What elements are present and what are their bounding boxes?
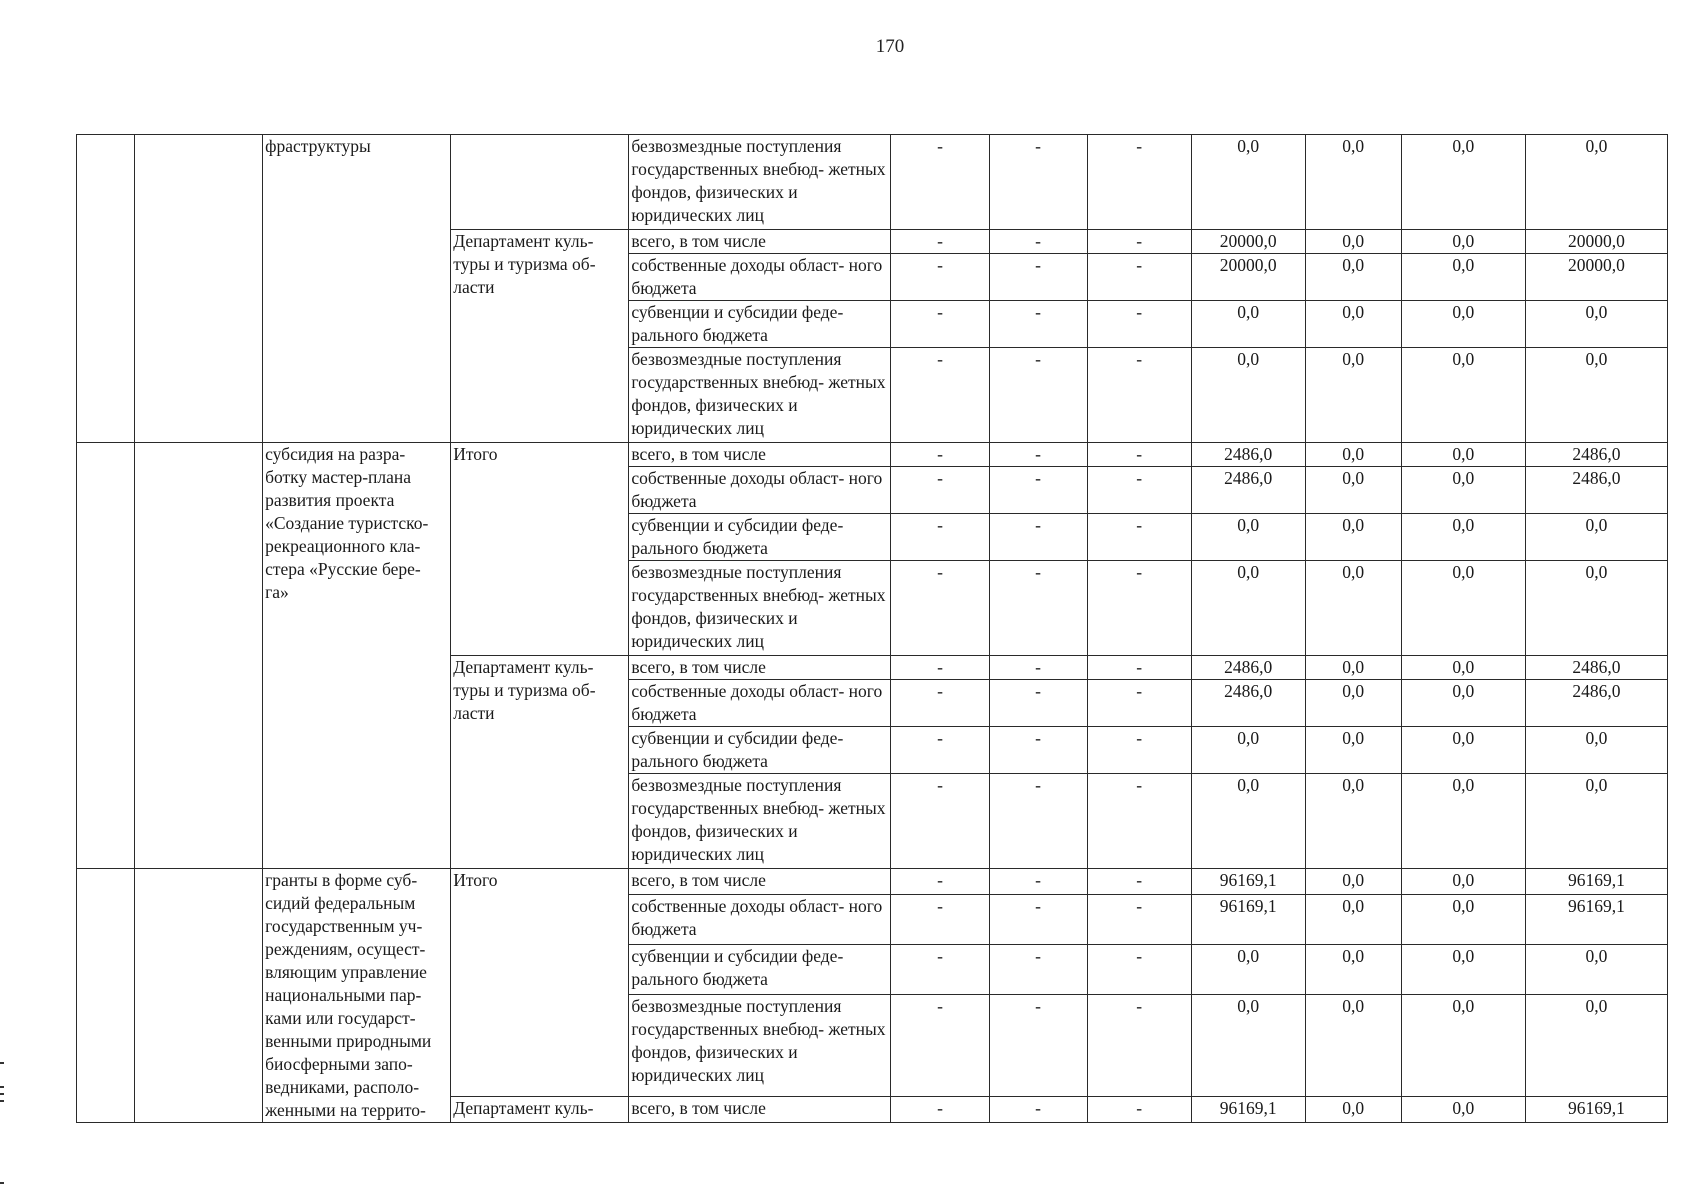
dash-cell: -	[989, 467, 1087, 514]
table-row	[77, 443, 1668, 467]
amount-total-cell: 0,0	[1191, 514, 1305, 561]
code-cell	[135, 443, 263, 869]
amount-year3-cell: 96169,1	[1525, 1097, 1667, 1123]
amount-federal-cell: 0,0	[1305, 135, 1401, 230]
amount-year3-cell: 0,0	[1525, 561, 1667, 656]
margin-mark	[0, 1100, 4, 1102]
executor-cell: Департамент куль- туры и туризма об- ласти	[451, 230, 629, 443]
dash-cell: -	[1087, 135, 1191, 230]
amount-federal-cell: 0,0	[1305, 1097, 1401, 1123]
funding-source-cell: собственные доходы област- ного бюджета	[629, 467, 891, 514]
amount-total-cell: 96169,1	[1191, 869, 1305, 895]
measure-name-cell: фраструктуры	[263, 135, 451, 443]
funding-source-cell: субвенции и субсидии феде- рального бюджета	[629, 945, 891, 995]
margin-mark	[0, 1182, 4, 1184]
amount-year2-cell: 0,0	[1401, 230, 1525, 254]
amount-year3-cell: 0,0	[1525, 348, 1667, 443]
funding-source-cell: всего, в том числе	[629, 230, 891, 254]
funding-source-cell: собственные доходы област- ного бюджета	[629, 894, 891, 944]
amount-total-cell: 96169,1	[1191, 1097, 1305, 1123]
dash-cell: -	[891, 561, 989, 656]
dash-cell: -	[891, 1097, 989, 1123]
amount-total-cell: 0,0	[1191, 995, 1305, 1097]
amount-federal-cell: 0,0	[1305, 774, 1401, 869]
dash-cell: -	[989, 1097, 1087, 1123]
amount-federal-cell: 0,0	[1305, 467, 1401, 514]
dash-cell: -	[989, 254, 1087, 301]
dash-cell: -	[1087, 727, 1191, 774]
dash-cell: -	[891, 656, 989, 680]
funding-source-cell: безвозмездные поступления государственных внебюд- жетных фондов, физических и юридических лиц	[629, 561, 891, 656]
amount-federal-cell: 0,0	[1305, 727, 1401, 774]
funding-source-cell: безвозмездные поступления государственных внебюд- жетных фондов, физических и юридических лиц	[629, 348, 891, 443]
dash-cell: -	[891, 467, 989, 514]
dash-cell: -	[891, 254, 989, 301]
amount-year2-cell: 0,0	[1401, 894, 1525, 944]
amount-year3-cell: 2486,0	[1525, 443, 1667, 467]
amount-year2-cell: 0,0	[1401, 514, 1525, 561]
table-row	[77, 869, 1668, 895]
amount-federal-cell: 0,0	[1305, 443, 1401, 467]
amount-year2-cell: 0,0	[1401, 301, 1525, 348]
number-cell	[77, 869, 135, 1123]
dash-cell: -	[891, 869, 989, 895]
amount-total-cell: 0,0	[1191, 301, 1305, 348]
executor-cell	[451, 135, 629, 230]
funding-source-cell: собственные доходы област- ного бюджета	[629, 254, 891, 301]
funding-source-cell: всего, в том числе	[629, 869, 891, 895]
measure-name-cell: субсидия на разра- ботку мастер-плана развития проекта «Создание туристско- рекреационного кла- стера «Русские бере- га»	[263, 443, 451, 869]
funding-source-cell: всего, в том числе	[629, 1097, 891, 1123]
amount-year3-cell: 0,0	[1525, 727, 1667, 774]
dash-cell: -	[1087, 514, 1191, 561]
dash-cell: -	[1087, 774, 1191, 869]
amount-year2-cell: 0,0	[1401, 774, 1525, 869]
amount-federal-cell: 0,0	[1305, 995, 1401, 1097]
amount-federal-cell: 0,0	[1305, 514, 1401, 561]
funding-source-cell: субвенции и субсидии феде- рального бюджета	[629, 727, 891, 774]
dash-cell: -	[891, 443, 989, 467]
dash-cell: -	[1087, 1097, 1191, 1123]
dash-cell: -	[989, 995, 1087, 1097]
amount-total-cell: 2486,0	[1191, 680, 1305, 727]
amount-year3-cell: 0,0	[1525, 301, 1667, 348]
amount-year2-cell: 0,0	[1401, 135, 1525, 230]
dash-cell: -	[1087, 443, 1191, 467]
dash-cell: -	[989, 680, 1087, 727]
dash-cell: -	[989, 774, 1087, 869]
dash-cell: -	[989, 301, 1087, 348]
amount-total-cell: 0,0	[1191, 727, 1305, 774]
amount-year3-cell: 0,0	[1525, 514, 1667, 561]
amount-year3-cell: 0,0	[1525, 135, 1667, 230]
table-row	[77, 135, 1668, 230]
dash-cell: -	[989, 656, 1087, 680]
amount-federal-cell: 0,0	[1305, 656, 1401, 680]
dash-cell: -	[1087, 680, 1191, 727]
amount-total-cell: 0,0	[1191, 561, 1305, 656]
number-cell	[77, 135, 135, 443]
amount-total-cell: 96169,1	[1191, 894, 1305, 944]
amount-total-cell: 2486,0	[1191, 443, 1305, 467]
executor-cell: Итого	[451, 443, 629, 656]
amount-year2-cell: 0,0	[1401, 680, 1525, 727]
amount-year2-cell: 0,0	[1401, 727, 1525, 774]
amount-year3-cell: 20000,0	[1525, 230, 1667, 254]
amount-year3-cell: 2486,0	[1525, 656, 1667, 680]
dash-cell: -	[989, 945, 1087, 995]
dash-cell: -	[989, 348, 1087, 443]
amount-year2-cell: 0,0	[1401, 443, 1525, 467]
dash-cell: -	[989, 894, 1087, 944]
amount-year3-cell: 96169,1	[1525, 894, 1667, 944]
funding-source-cell: субвенции и субсидии феде- рального бюджета	[629, 514, 891, 561]
amount-year3-cell: 0,0	[1525, 995, 1667, 1097]
funding-source-cell: собственные доходы област- ного бюджета	[629, 680, 891, 727]
dash-cell: -	[891, 680, 989, 727]
amount-year3-cell: 20000,0	[1525, 254, 1667, 301]
dash-cell: -	[891, 894, 989, 944]
dash-cell: -	[891, 230, 989, 254]
dash-cell: -	[891, 727, 989, 774]
dash-cell: -	[1087, 894, 1191, 944]
funding-source-cell: безвозмездные поступления государственных внебюд- жетных фондов, физических и юридических лиц	[629, 135, 891, 230]
page-number: 170	[875, 36, 905, 57]
amount-total-cell: 0,0	[1191, 348, 1305, 443]
amount-federal-cell: 0,0	[1305, 254, 1401, 301]
dash-cell: -	[1087, 945, 1191, 995]
amount-federal-cell: 0,0	[1305, 869, 1401, 895]
executor-cell: Итого	[451, 869, 629, 1097]
amount-total-cell: 2486,0	[1191, 467, 1305, 514]
dash-cell: -	[891, 945, 989, 995]
budget-table	[76, 134, 1668, 1123]
code-cell	[135, 869, 263, 1123]
budget-table-body	[77, 135, 1668, 1123]
number-cell	[77, 443, 135, 869]
amount-total-cell: 20000,0	[1191, 254, 1305, 301]
dash-cell: -	[891, 348, 989, 443]
amount-federal-cell: 0,0	[1305, 561, 1401, 656]
amount-year2-cell: 0,0	[1401, 467, 1525, 514]
funding-source-cell: всего, в том числе	[629, 656, 891, 680]
amount-year2-cell: 0,0	[1401, 348, 1525, 443]
funding-source-cell: субвенции и субсидии феде- рального бюджета	[629, 301, 891, 348]
amount-total-cell: 20000,0	[1191, 230, 1305, 254]
amount-federal-cell: 0,0	[1305, 680, 1401, 727]
executor-cell: Департамент куль- туры и туризма об- ласти	[451, 656, 629, 869]
amount-year3-cell: 2486,0	[1525, 467, 1667, 514]
dash-cell: -	[1087, 995, 1191, 1097]
amount-year3-cell: 0,0	[1525, 945, 1667, 995]
funding-source-cell: безвозмездные поступления государственных внебюд- жетных фондов, физических и юридических лиц	[629, 995, 891, 1097]
dash-cell: -	[989, 727, 1087, 774]
amount-federal-cell: 0,0	[1305, 301, 1401, 348]
amount-total-cell: 0,0	[1191, 135, 1305, 230]
dash-cell: -	[891, 135, 989, 230]
amount-total-cell: 0,0	[1191, 774, 1305, 869]
amount-year2-cell: 0,0	[1401, 995, 1525, 1097]
amount-total-cell: 2486,0	[1191, 656, 1305, 680]
funding-source-cell: всего, в том числе	[629, 443, 891, 467]
dash-cell: -	[989, 443, 1087, 467]
dash-cell: -	[891, 514, 989, 561]
amount-year2-cell: 0,0	[1401, 945, 1525, 995]
amount-year3-cell: 2486,0	[1525, 680, 1667, 727]
amount-federal-cell: 0,0	[1305, 348, 1401, 443]
dash-cell: -	[891, 774, 989, 869]
amount-year2-cell: 0,0	[1401, 1097, 1525, 1123]
dash-cell: -	[989, 869, 1087, 895]
amount-federal-cell: 0,0	[1305, 230, 1401, 254]
dash-cell: -	[1087, 230, 1191, 254]
amount-year2-cell: 0,0	[1401, 656, 1525, 680]
executor-cell: Департамент куль-	[451, 1097, 629, 1123]
amount-federal-cell: 0,0	[1305, 894, 1401, 944]
code-cell	[135, 135, 263, 443]
measure-name-cell: гранты в форме суб- сидий федеральным государственным уч- реждениям, осущест- вляющим управление национальными пар- ками или государст- венными природными биосферными запо- ведниками, располо- женными на террито-	[263, 869, 451, 1123]
amount-year2-cell: 0,0	[1401, 254, 1525, 301]
amount-year3-cell: 96169,1	[1525, 869, 1667, 895]
dash-cell: -	[989, 230, 1087, 254]
dash-cell: -	[1087, 656, 1191, 680]
dash-cell: -	[1087, 348, 1191, 443]
dash-cell: -	[989, 561, 1087, 656]
amount-year2-cell: 0,0	[1401, 869, 1525, 895]
funding-source-cell: безвозмездные поступления государственных внебюд- жетных фондов, физических и юридических лиц	[629, 774, 891, 869]
dash-cell: -	[1087, 467, 1191, 514]
amount-total-cell: 0,0	[1191, 945, 1305, 995]
amount-year3-cell: 0,0	[1525, 774, 1667, 869]
amount-federal-cell: 0,0	[1305, 945, 1401, 995]
dash-cell: -	[1087, 254, 1191, 301]
margin-mark	[0, 1093, 4, 1095]
dash-cell: -	[1087, 869, 1191, 895]
dash-cell: -	[1087, 301, 1191, 348]
margin-mark	[0, 1062, 4, 1064]
dash-cell: -	[1087, 561, 1191, 656]
margin-mark	[0, 1086, 4, 1088]
amount-year2-cell: 0,0	[1401, 561, 1525, 656]
dash-cell: -	[989, 514, 1087, 561]
dash-cell: -	[989, 135, 1087, 230]
dash-cell: -	[891, 995, 989, 1097]
dash-cell: -	[891, 301, 989, 348]
